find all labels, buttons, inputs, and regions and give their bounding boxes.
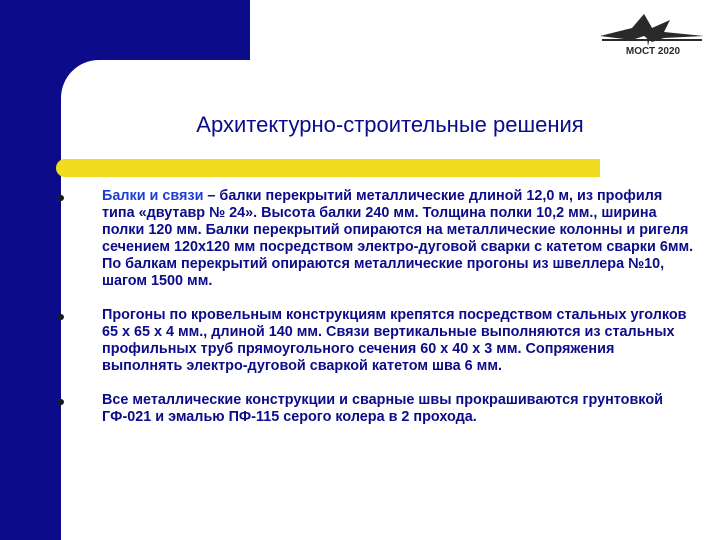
bullet-lead: Балки и связи (102, 188, 204, 204)
logo-caption: МОСТ 2020 (625, 46, 681, 57)
bullet-item (58, 392, 698, 426)
bullet-text: – балки перекрытий металлические длиной 12,0 м, из профиля типа «двутавр № 24». Высота балки 240 мм. Толщина полки 10,2 мм., ширина полки 120 мм. Балки перекрытий опираются на металлические колонны и ригеля сечением 120х120 мм посредством электро-дуговой сварки с катетом сварки 6мм. По балкам перекрытий опираются металлические прогоны из швеллера №10, шагом 1500 мм. (102, 188, 694, 289)
bullet-text: Все металлические конструкции и сварные швы прокрашиваются грунтовкой ГФ-021 и эмалью ПФ-115 серого колера в 2 прохода. (102, 392, 663, 425)
bullet-item (58, 188, 698, 290)
slide-title: Архитектурно-строительные решения (196, 112, 584, 137)
bullet-item (58, 307, 698, 375)
bullet-dot-icon (58, 399, 64, 405)
bridge-emblem-icon (592, 6, 714, 58)
bullet-list (58, 188, 698, 426)
yellow-brush-rule (52, 155, 600, 181)
bullet-dot-icon (58, 195, 64, 201)
bullet-dot-icon (58, 314, 64, 320)
bullet-text: Прогоны по кровельным конструкциям крепятся посредством стальных уголков 65 х 65 х 4 мм., длиной 140 мм. Связи вертикальные выполняются из стальных профильных труб прямоугольного сечения 60 х 40 х 3 мм. Сопряжения выполнять электро-дуговой сваркой катетом шва 6 мм. (102, 307, 687, 374)
